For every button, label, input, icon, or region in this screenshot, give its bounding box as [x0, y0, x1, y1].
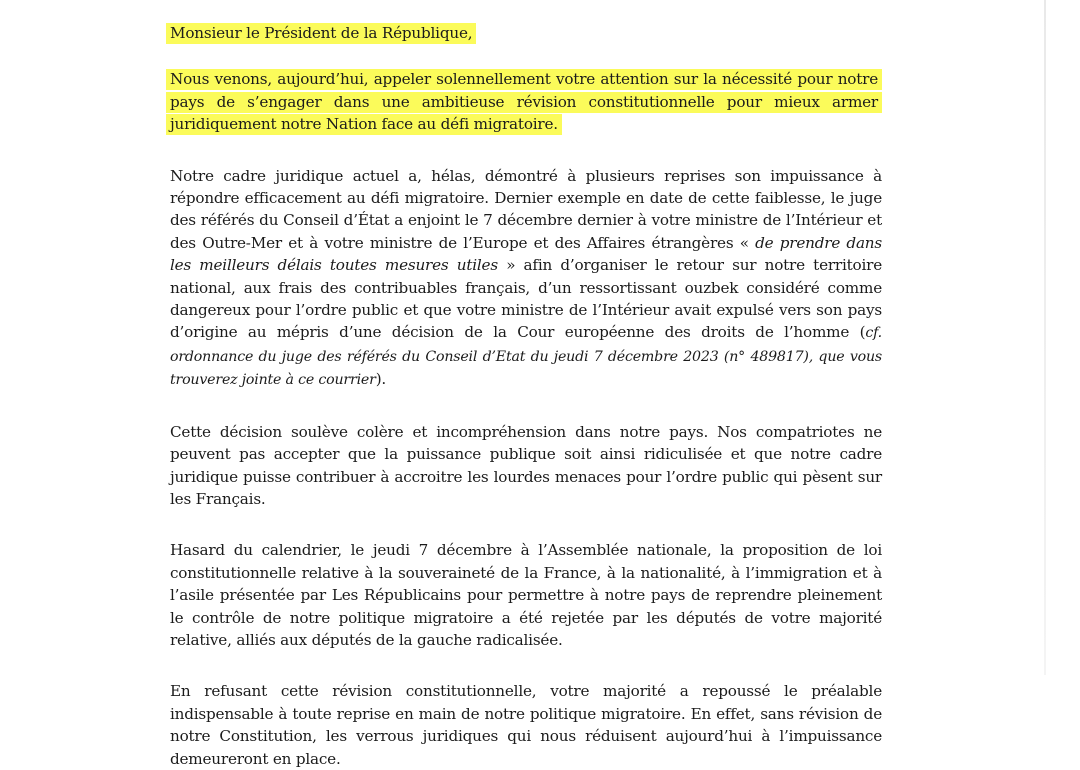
paragraph-legal-framework: [170, 165, 882, 392]
letter-body: [170, 22, 882, 770]
paragraph-legal-framework-start: Notre cadre juridique actuel a, hélas, démontré à plusieurs reprises son impuissance à répondre efficacement au défi migratoire. Dernier exemple en date de cette faiblesse, le juge des référés du Conseil d’État a enjoint le 7 décembre dernier à votre ministre de l’Intérieur et des Outre-Mer et à votre ministre de l’Europe et des Affaires étrangères «: [170, 166, 882, 252]
paragraph-refusal: En refusant cette révision constitutionnelle, votre majorité a repoussé le préalable indispensable à toute reprise en main de notre politique migratoire. En effet, sans révision de notre Constitution, les verrous juridiques qui nous réduisent aujourd’hui à l’impuissance demeureront en place.: [170, 682, 882, 768]
paragraph-legal-framework-quote: de prendre dans les meilleurs délais toutes mesures utiles: [170, 233, 882, 275]
paragraph-legal-framework-end: ).: [375, 370, 387, 389]
paragraph-legal-framework-reference: cf. ordonnance du juge des référés du Conseil d’Etat du jeudi 7 décembre 2023 (n° 489817), que vous trouverez jointe à ce courrier: [170, 325, 882, 389]
paragraph-anger: Cette décision soulève colère et incompréhension dans notre pays. Nos compatriotes ne peuvent pas accepter que la puissance publique soit ainsi ridiculisée et que notre cadre juridique puisse contribuer à accroitre les lourdes menaces pour l’ordre public qui pèsent sur les Français.: [170, 422, 882, 508]
intro-highlighted-text: Nous venons, aujourd’hui, appeler solennellement votre attention sur la nécessité pour notre pays de s’engager dans une ambitieuse révision constitutionnelle pour mieux armer juridiquement notre Nation face au défi migratoire.: [166, 69, 882, 135]
salutation-highlighted-text: Monsieur le Président de la République,: [166, 23, 476, 44]
intro-paragraph: [170, 68, 882, 135]
salutation-paragraph: [170, 22, 882, 44]
scan-edge-shadow: [1044, 0, 1046, 675]
paragraph-calendar: Hasard du calendrier, le jeudi 7 décembre à l’Assemblée nationale, la proposition de loi constitutionnelle relative à la souveraineté de la France, à la nationalité, à l’immigration et à l’asile présentée par Les Républicains pour permettre à notre pays de reprendre pleinement le contrôle de notre politique migratoire a été rejetée par les députés de votre majorité relative, alliés aux députés de la gauche radicalisée.: [170, 541, 882, 649]
paragraph-legal-framework-middle: » afin d’organiser le retour sur notre territoire national, aux frais des contribuables français, d’un ressortissant ouzbek considéré comme dangereux pour l’ordre public et que votre ministre de l’Intérieur avait expulsé vers son pays d’origine au mépris d’une décision de la Cour européenne des droits de l’homme (: [170, 256, 882, 342]
